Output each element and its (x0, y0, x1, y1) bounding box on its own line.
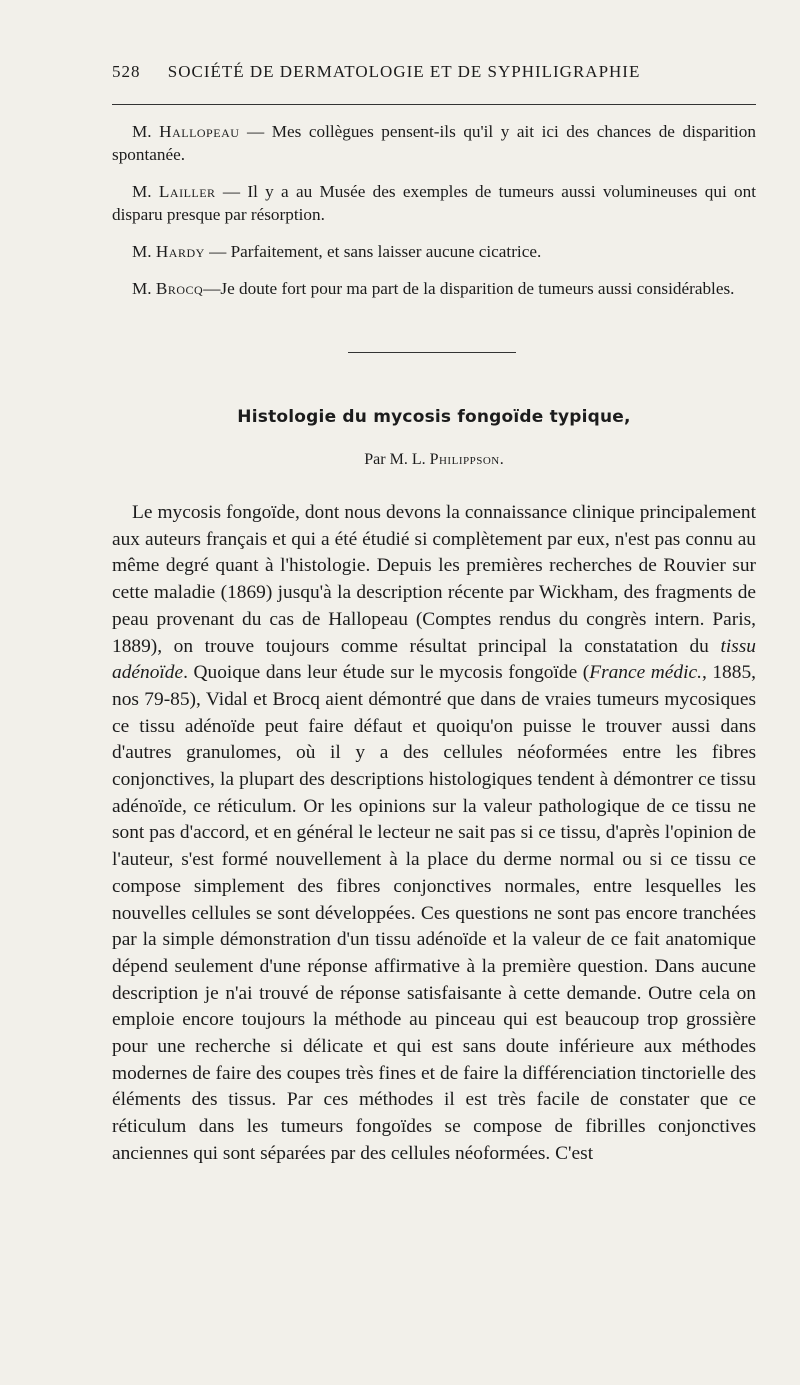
remark-hallopeau: M. Hallopeau — Mes collègues pensent-ils qu'il y ait ici des chances de disparition spontanée. (112, 122, 756, 164)
page-number: 528 (112, 62, 141, 81)
body-paragraph: Le mycosis fongoïde, dont nous devons la connaissance clinique principalement aux auteurs français et qui a été étudié si complètement par eux, n'est pas connu au même degré quant à l'histologie. Depuis les premières recherches de Rouvier sur cette maladie (1869) jusqu'à la description récente par Wickham, des fragments de peau provenant du cas de Hallopeau (Comptes rendus du congrès intern. Paris, 1889), on trouve toujours comme résultat principal la constatation du tissu adénoïde. Quoique dans leur étude sur le mycosis fongoïde (France médic., 1885, nos 79-85), Vidal et Brocq aient démontré que dans de vraies tumeurs mycosiques ce tissu adénoïde peut faire défaut et quoiqu'on puisse le trouver aussi dans d'autres granulomes, où il y a des cellules néoformées entre les fibres conjonctives, la plupart des descriptions histologiques tendent à démontrer ce tissu adénoïde, ce réticulum. Or les opinions sur la valeur pathologique de ce tissu ne sont pas d'accord, et en général le lecteur ne sait pas si ce tissu, d'après l'opinion de l'auteur, s'est formé nouvellement à la place du derme normal ou si ce tissu ce compose simplement des fibres conjonctives normales, entre lesquelles les nouvelles cellules se sont développées. Ces questions ne sont pas encore tranchées par la simple démonstration d'un tissu adénoïde et la valeur de ce fait anatomique dépend seulement d'une réponse affirmative à la première question. Dans aucune description je n'ai trouvé de réponse satisfaisante à cette demande. Outre cela on emploie encore toujours la méthode au pinceau qui est beaucoup trop grossière pour une recherche si délicate et qui est sans doute inférieure aux méthodes modernes de faire des coupes très fines et de faire la différenciation tinctorielle des éléments des tissus. Par ces méthodes il est très facile de constater que ce réticulum dans les tumeurs fongoïdes se compose de fibrilles conjonctives anciennes qui sont séparées par des cellules néoformées. C'est (112, 502, 756, 1164)
header-rule (112, 104, 756, 105)
speaker-name: Hallopeau (159, 122, 240, 141)
italic-citation: France médic. (589, 662, 702, 684)
italic-term: tissu adénoïde (112, 635, 756, 684)
discussion-exchange (112, 120, 756, 314)
author-name: Philippson (429, 451, 500, 468)
running-header (112, 62, 756, 82)
speaker-name: Brocq (155, 279, 204, 298)
speaker-name: Hardy (155, 242, 205, 261)
running-title: SOCIÉTÉ DE DERMATOLOGIE ET DE SYPHILIGRAPHIE (167, 62, 641, 81)
section-divider (348, 352, 516, 353)
speaker-name: Lailler (158, 182, 216, 201)
article-body (112, 500, 756, 1168)
remark-lailler: M. Lailler — Il y a au Musée des exemples de tumeurs aussi volumineuses qui ont disparu presque par résorption. (112, 182, 756, 224)
article-author: Par M. L. Philippson. (364, 451, 504, 468)
remark-hardy: M. Hardy — Parfaitement, et sans laisser aucune cicatrice. (132, 242, 542, 261)
article-title: Histologie du mycosis fongoïde typique, (237, 407, 631, 427)
remark-brocq: M. Brocq—Je doute fort pour ma part de la disparition de tumeurs aussi considérables. (132, 279, 735, 298)
